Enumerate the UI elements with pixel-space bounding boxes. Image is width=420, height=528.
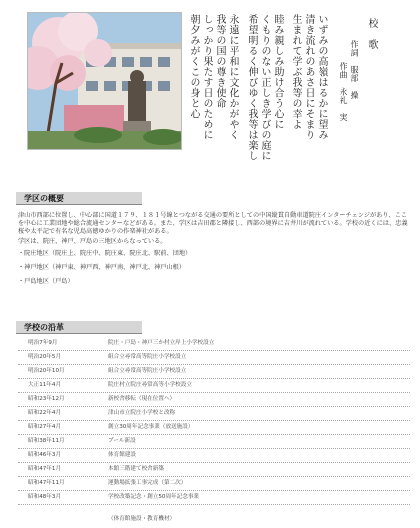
- history-date: 昭和46年3月: [28, 452, 62, 458]
- history-event: 院庄村立院庄尋常高等小学校設立: [108, 382, 192, 388]
- history-date: 昭和47年11月: [28, 480, 65, 486]
- overview-heading: 学区の概要: [16, 192, 142, 205]
- history-event: 体育館建設: [108, 452, 136, 458]
- history-row: [18, 350, 410, 365]
- overview-paragraph: 津山市西部に位置し、中心部に国道１７９、１８１号線とつながる交通の要所としての中国縦貫自動車道院庄インターチェンジがあり、ここを中心に工業団地や総合流通センターなどがある。また、学区は吉田郡と隣接し、西部の境界に吉井川が流れている。学校の近くには、忠義桜や太平記で有名な児島高徳ゆかりの作楽神社がある。: [18, 212, 408, 235]
- history-date: 昭和47年1月: [28, 466, 62, 472]
- district-item: ・神戸地区（神戸東、神戸西、神戸南、神戸北、神戸山根）: [18, 264, 186, 271]
- song-verse-line: 希望明るく伸びゆく我等は楽し: [246, 14, 257, 161]
- history-date: 昭和23年12月: [28, 396, 65, 402]
- song-verse-line: くもりのない正しき学びの庭に: [259, 14, 270, 161]
- song-verse-line: 清き流れのあさ日にそまり: [303, 14, 314, 140]
- history-event: 津山市立院庄小学校と改称: [108, 410, 176, 416]
- school-cherry-blossom-image: [28, 13, 181, 149]
- song-verse-line: 睦み親しみ助け合う心に: [272, 14, 283, 130]
- history-date: 昭和22年4月: [28, 410, 62, 416]
- history-row: [18, 420, 410, 435]
- song-composer: 作曲 永礼 実: [339, 62, 348, 122]
- history-row: [18, 336, 410, 351]
- history-event: 本館三階建て校舎新築: [108, 466, 164, 472]
- history-date: 大正11年4月: [28, 382, 62, 388]
- song-verse-line: しっかり果たす日のために: [201, 14, 212, 140]
- history-row: [18, 364, 410, 379]
- song-verse-line: 永遠に平和に文化かがやく: [227, 14, 238, 140]
- song-lyricist: 作詞 服部 操: [350, 40, 359, 100]
- history-event: 組合立尋常高等院庄小学校設立: [108, 368, 187, 374]
- song-verse-line: 朝夕みがくこの身と心: [188, 14, 199, 119]
- history-row: [18, 392, 410, 407]
- history-date: 明治7年9月: [28, 340, 58, 346]
- song-title: 校 歌: [366, 18, 377, 50]
- history-event: プール新設: [108, 438, 136, 444]
- district-item: ・戸島地区（戸島）: [18, 278, 74, 285]
- history-heading: 学校の沿革: [16, 321, 142, 334]
- history-event: 運動場拡張工事完成（第二次）: [108, 480, 187, 486]
- song-verse-line: 生まれて学ぶ我等の幸よ: [290, 14, 301, 130]
- history-date: 昭和38年11月: [28, 438, 65, 444]
- song-verse-line: 我等の国の尊き使命: [214, 14, 225, 109]
- history-date: 昭和27年4月: [28, 424, 62, 430]
- history-event: 創立30周年記念事業（放送施設）: [108, 424, 194, 430]
- history-row: [18, 378, 410, 393]
- song-verse-line: いずみの高嶺はるかに望み: [316, 14, 327, 140]
- history-row: [18, 490, 410, 505]
- history-event: 組合立尋常高等院庄小学校設立: [108, 354, 187, 360]
- history-row: [18, 434, 410, 449]
- history-event: 新校舎移転（現在位置へ）: [108, 396, 176, 402]
- history-date: 昭和48年3月: [28, 494, 62, 500]
- history-row: [18, 462, 410, 477]
- overview-paragraph-2: 学区は、院庄、神戸、戸島の三地区からなっている。: [18, 238, 167, 245]
- history-date: 明治20年5月: [28, 354, 62, 360]
- history-event: 学校改築記念・創立50周年記念事業: [108, 494, 200, 500]
- history-date: 明治20年10月: [28, 368, 65, 374]
- history-event: 院庄・戸島・神戸三か村立岸上小学校設立: [108, 340, 215, 346]
- district-item: ・院庄地区（院庄上、院庄中、院庄東、院庄北、駅前、団地）: [18, 250, 192, 257]
- history-row: [18, 406, 410, 421]
- history-row: [18, 476, 410, 491]
- history-row: [18, 448, 410, 463]
- history-note: （体育館施設・教育機材）: [108, 516, 176, 522]
- school-photo: [27, 12, 182, 150]
